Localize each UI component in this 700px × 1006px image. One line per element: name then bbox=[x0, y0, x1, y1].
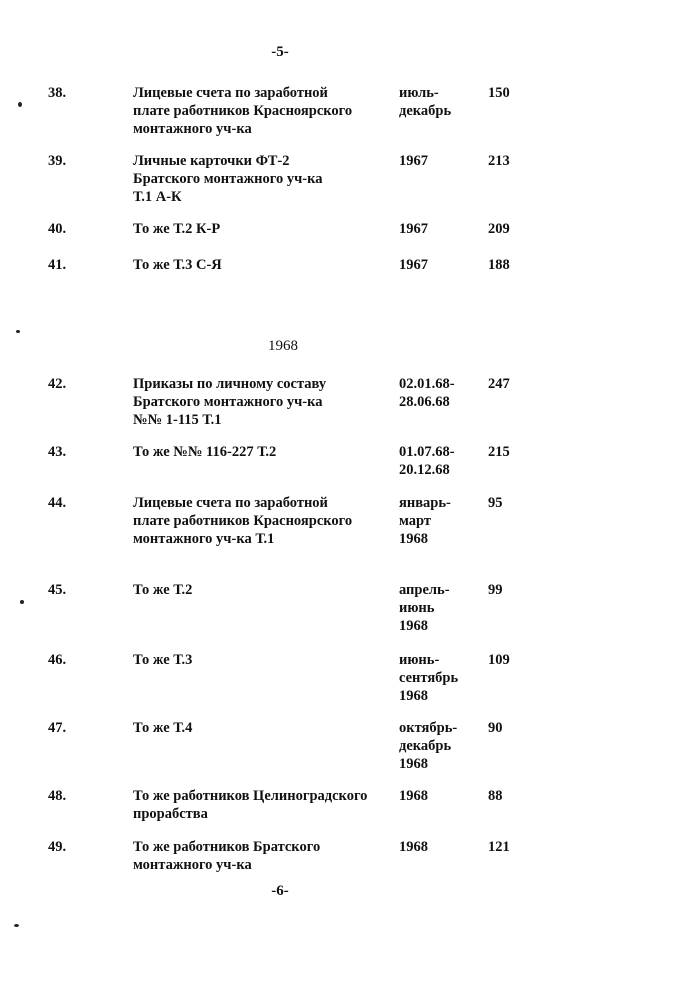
row-title-line: плате работников Красноярского bbox=[133, 103, 353, 119]
row-title bbox=[133, 787, 395, 823]
row-date bbox=[399, 375, 471, 411]
row-sheet-count: 99 bbox=[488, 582, 503, 598]
row-number: 40. bbox=[48, 221, 67, 237]
row-title-line: Личные карточки ФТ-2 bbox=[133, 153, 290, 169]
row-sheet-count: 188 bbox=[488, 257, 510, 273]
row-date-line: март bbox=[399, 513, 432, 529]
row-title bbox=[133, 581, 395, 599]
row-date-line: 02.01.68- bbox=[399, 376, 455, 392]
row-date bbox=[399, 84, 471, 120]
row-title bbox=[133, 838, 395, 874]
row-title bbox=[133, 375, 395, 429]
row-date-line: сентябрь bbox=[399, 670, 459, 686]
row-title bbox=[133, 220, 395, 238]
row-date bbox=[399, 256, 471, 274]
page-footer-number: -6- bbox=[271, 883, 289, 899]
row-date-line: 28.06.68 bbox=[399, 394, 450, 410]
row-title-line: монтажного уч-ка bbox=[133, 857, 252, 873]
row-date bbox=[399, 220, 471, 238]
row-title-line: Братского монтажного уч-ка bbox=[133, 394, 323, 410]
row-date-line: декабрь bbox=[399, 103, 452, 119]
year-heading: 1968 bbox=[268, 338, 298, 354]
row-title bbox=[133, 443, 395, 461]
row-date bbox=[399, 581, 471, 635]
row-title bbox=[133, 719, 395, 737]
row-sheet-count: 215 bbox=[488, 444, 510, 460]
row-title-line: То же Т.3 С-Я bbox=[133, 257, 222, 273]
row-number: 44. bbox=[48, 495, 67, 511]
scan-speck bbox=[16, 330, 20, 333]
scan-speck bbox=[14, 924, 19, 927]
row-title-line: Приказы по личному составу bbox=[133, 376, 327, 392]
row-title-line: То же Т.3 bbox=[133, 652, 193, 668]
row-title-line: То же работников Братского bbox=[133, 839, 321, 855]
row-sheet-count: 95 bbox=[488, 495, 503, 511]
row-sheet-count: 209 bbox=[488, 221, 510, 237]
row-date-line: 20.12.68 bbox=[399, 462, 450, 478]
row-date bbox=[399, 787, 471, 805]
row-title bbox=[133, 152, 395, 206]
row-number: 47. bbox=[48, 720, 67, 736]
row-number: 49. bbox=[48, 839, 67, 855]
page-header-number: -5- bbox=[271, 44, 289, 60]
row-date bbox=[399, 838, 471, 856]
scan-speck bbox=[20, 600, 24, 604]
row-title-line: монтажного уч-ка Т.1 bbox=[133, 531, 275, 547]
row-date-line: 1967 bbox=[399, 257, 428, 273]
row-number: 38. bbox=[48, 85, 67, 101]
row-title-line: Лицевые счета по заработной bbox=[133, 495, 328, 511]
row-date-line: июнь bbox=[399, 600, 435, 616]
row-date-line: 1968 bbox=[399, 688, 428, 704]
row-date-line: июль- bbox=[399, 85, 439, 101]
row-number: 46. bbox=[48, 652, 67, 668]
row-title-line: Братского монтажного уч-ка bbox=[133, 171, 323, 187]
row-number: 42. bbox=[48, 376, 67, 392]
row-sheet-count: 150 bbox=[488, 85, 510, 101]
row-date-line: 1968 bbox=[399, 531, 428, 547]
row-number: 43. bbox=[48, 444, 67, 460]
row-title bbox=[133, 256, 395, 274]
row-date-line: июнь- bbox=[399, 652, 440, 668]
row-date-line: январь- bbox=[399, 495, 451, 511]
row-sheet-count: 88 bbox=[488, 788, 503, 804]
row-date-line: 1968 bbox=[399, 839, 428, 855]
row-title-line: То же №№ 116-227 Т.2 bbox=[133, 444, 277, 460]
row-date bbox=[399, 494, 471, 548]
row-date-line: 1968 bbox=[399, 756, 428, 772]
row-sheet-count: 109 bbox=[488, 652, 510, 668]
row-number: 48. bbox=[48, 788, 67, 804]
row-date bbox=[399, 152, 471, 170]
row-date-line: апрель- bbox=[399, 582, 450, 598]
row-title-line: Т.1 А-К bbox=[133, 189, 182, 205]
row-date bbox=[399, 719, 471, 773]
row-date-line: 1968 bbox=[399, 618, 428, 634]
row-title bbox=[133, 84, 395, 138]
row-date bbox=[399, 651, 471, 705]
row-title-line: №№ 1-115 Т.1 bbox=[133, 412, 222, 428]
row-sheet-count: 247 bbox=[488, 376, 510, 392]
row-sheet-count: 121 bbox=[488, 839, 510, 855]
row-date-line: октябрь- bbox=[399, 720, 458, 736]
row-number: 41. bbox=[48, 257, 67, 273]
row-title-line: монтажного уч-ка bbox=[133, 121, 252, 137]
row-title-line: То же работников Целиноградского bbox=[133, 788, 368, 804]
row-title-line: То же Т.2 К-Р bbox=[133, 221, 221, 237]
row-date bbox=[399, 443, 471, 479]
row-title bbox=[133, 494, 395, 548]
row-number: 39. bbox=[48, 153, 67, 169]
row-date-line: 1968 bbox=[399, 788, 428, 804]
row-title-line: То же Т.4 bbox=[133, 720, 193, 736]
row-date-line: 1967 bbox=[399, 153, 428, 169]
scan-speck bbox=[18, 102, 22, 107]
row-title bbox=[133, 651, 395, 669]
row-sheet-count: 213 bbox=[488, 153, 510, 169]
row-title-line: Лицевые счета по заработной bbox=[133, 85, 328, 101]
row-date-line: 01.07.68- bbox=[399, 444, 455, 460]
row-date-line: декабрь bbox=[399, 738, 452, 754]
row-title-line: прорабства bbox=[133, 806, 208, 822]
row-title-line: То же Т.2 bbox=[133, 582, 193, 598]
row-number: 45. bbox=[48, 582, 67, 598]
row-date-line: 1967 bbox=[399, 221, 428, 237]
row-title-line: плате работников Красноярского bbox=[133, 513, 353, 529]
row-sheet-count: 90 bbox=[488, 720, 503, 736]
